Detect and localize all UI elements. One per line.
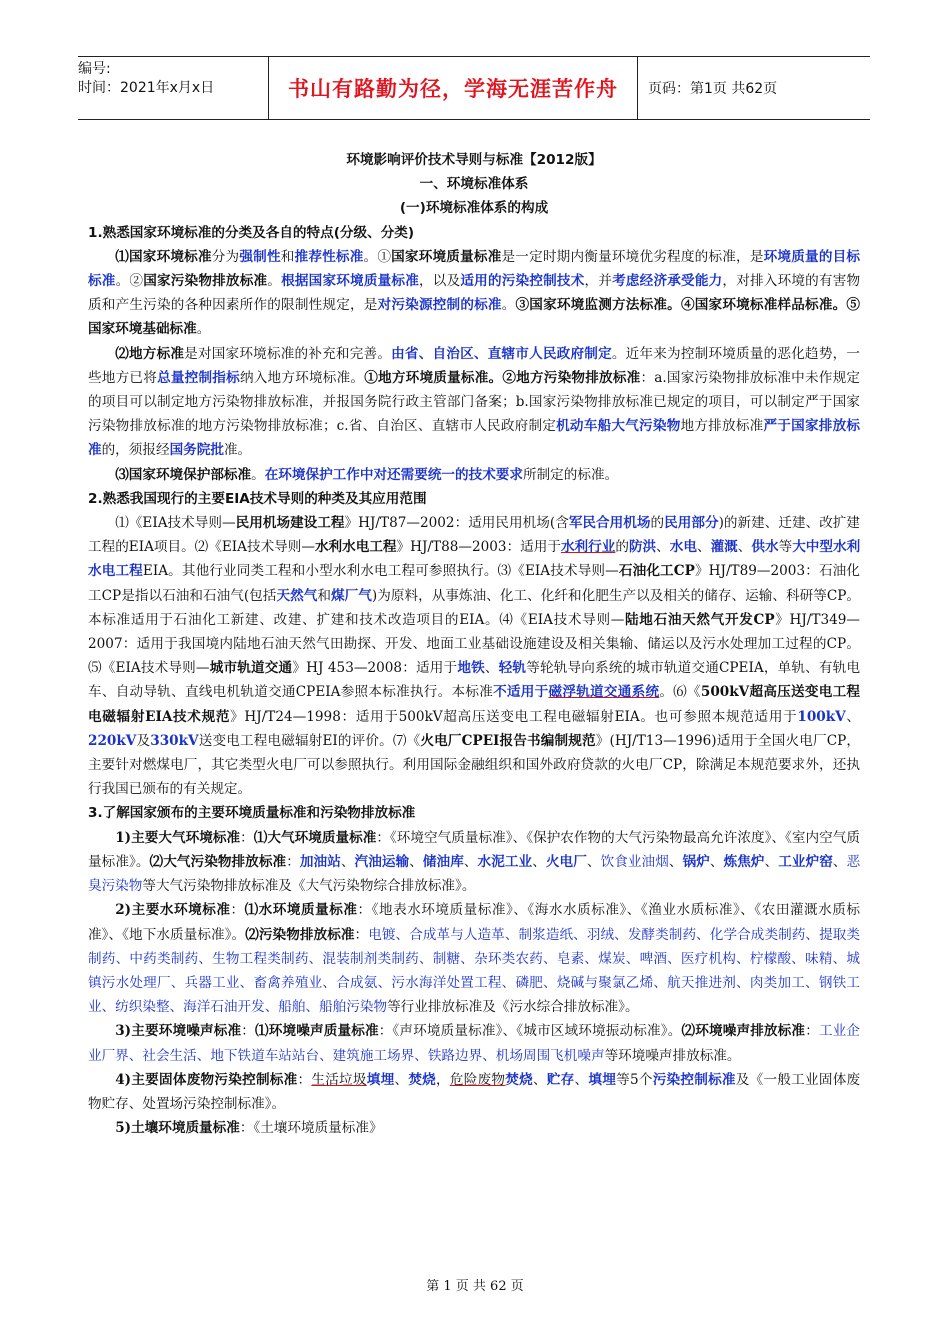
text-run: 国家污染物排放标准 <box>143 273 268 290</box>
header-meta <box>78 57 268 119</box>
text-run: )的新建、迁建、改扩建工程的EIA项目。⑵《EIA技术导则— <box>88 515 861 556</box>
text-run: 民用部分 <box>664 515 719 532</box>
header-page-info: 页码：第1页 共62页 <box>648 81 778 97</box>
code-label: 编号: <box>78 61 111 77</box>
page-footer: 第 1 页 共 62 页 <box>426 1279 524 1294</box>
text-run: 国务院批 <box>169 442 224 459</box>
text-run: 考虑经济承受能力 <box>612 273 723 290</box>
text-run: ⑴水环境质量标准 <box>244 902 358 919</box>
text-run: 。② <box>115 273 144 290</box>
text-run: 根据国家环境质量标准 <box>281 273 419 290</box>
text-run: 和 <box>317 587 331 604</box>
text-run: 、 <box>409 853 423 870</box>
text-run: 天然气 <box>276 587 318 604</box>
text-run: 的 <box>615 539 629 556</box>
text-run: ：《声环境质量标准》、《城市区域环境振动标准》。 <box>378 1023 682 1040</box>
text-run: 、 <box>696 539 711 556</box>
text-run: 焚烧 <box>505 1071 533 1088</box>
text-run: 危险废物 <box>449 1071 506 1088</box>
text-run: 、 <box>532 1071 547 1088</box>
text-run: ，并 <box>584 273 613 290</box>
text-run: 火电厂 <box>545 853 587 870</box>
text-run: 储油库 <box>422 853 464 870</box>
text-run: 、 <box>656 539 670 556</box>
text-run: 推荐性标准 <box>294 248 364 265</box>
text-run: ： <box>241 1023 255 1040</box>
paragraph <box>88 342 860 463</box>
text-run: 》(HJ/T13—1996)适用于全国火电厂CP，主要针对燃煤电厂，其它类型火电厂可以参照执行。利用国际金融组织和国外政府贷款的火电厂CP，除满足本规范要求外，还执行我国已颁布的有关规定。 <box>88 732 861 798</box>
text-run: ： <box>805 1023 819 1040</box>
text-run: 及 <box>136 732 151 749</box>
text-run: 等行业排放标准及《污水综合排放标准》。 <box>387 999 639 1016</box>
paragraph <box>88 898 860 1019</box>
text-run: 。⑹《 <box>659 684 701 701</box>
text-run: 》HJ/T349—2007：适用于我国境内陆地石油天然气田勘探、开发、地面工业基础设施建设及相关集输、储运以及污水处理加工过程的CP。⑸《EIA技术导则— <box>88 611 860 677</box>
text-run: 等 <box>778 539 793 556</box>
text-run: ： <box>230 902 245 919</box>
text-run: 锅炉 <box>682 853 710 870</box>
text-run: ： <box>286 853 300 870</box>
text-run: 、 <box>574 1071 589 1088</box>
text-run: 国家环境质量标准 <box>391 248 502 265</box>
text-run: 炼焦炉 <box>723 853 765 870</box>
text-run: 饮食业油烟 <box>600 853 669 870</box>
text-run: 煤厂气 <box>330 587 372 604</box>
text-run: 》HJ/T87—2002：适用民用机场(含 <box>344 515 569 532</box>
heading-3: 3.了解国家颁布的主要环境质量标准和污染物排放标准 <box>88 805 416 822</box>
text-run: 水利行业 <box>560 539 616 556</box>
text-run: 电镀、合成革与人造革、制浆造纸、羽绒、发酵类制药、化学合成类制药、提取类制药、中药类制药、生物工程类制药、混装制剂类制药、制糖、杂环类农药、皂素、煤炭、啤酒、医疗机构、柠檬酸、味精、城镇污水处理厂、兵器工业、畜禽养殖业、合成氨、污水海洋处置工程、磷肥、烧碱与聚氯乙烯、航天推进剂、肉类加工、钢铁工业、纺织染整、海洋石油开发、船舶、船舶污染物 <box>88 926 861 1016</box>
text-run: 水利水电工程 <box>314 539 397 556</box>
text-run: 、 <box>709 853 724 870</box>
text-run: 等环境噪声排放标准。 <box>604 1047 741 1064</box>
text-run: ： <box>297 1071 312 1088</box>
header-motto: 书山有路勤为径，学海无涯苦作舟 <box>268 57 638 119</box>
text-run: 水电 <box>669 539 697 556</box>
text-run: 220kV <box>88 732 137 749</box>
text-run: 防洪 <box>628 539 657 556</box>
text-run: 机动车船大气污染物 <box>556 418 681 435</box>
paragraph <box>88 1068 860 1116</box>
text-run: 2)主要水环境标准 <box>115 902 231 919</box>
text-run: 石油化工CP <box>618 563 695 580</box>
text-run: ： <box>240 829 254 846</box>
text-run: 灌溉 <box>710 539 738 556</box>
text-run: 。① <box>363 248 392 265</box>
text-run: 》HJ/T88—2003：适用于 <box>396 539 561 556</box>
text-run: ， <box>436 1071 450 1088</box>
text-run: 强制性 <box>239 248 281 265</box>
text-run: 不适用于 <box>493 684 549 701</box>
text-run: 严于国家排放标准 <box>88 418 861 459</box>
text-run: ，以及 <box>419 273 461 290</box>
text-run: 所制定的标准。 <box>523 466 619 483</box>
text-run: 供水 <box>751 539 779 556</box>
page-header <box>78 56 870 120</box>
text-run: ⑶国家环境保护部标准 <box>115 466 252 483</box>
text-run: 生活垃圾 <box>311 1071 367 1088</box>
text-run: 由省、自治区、直辖市人民政府制定 <box>391 345 612 362</box>
text-run: 330kV <box>150 732 199 749</box>
text-run: ⑵大气污染物排放标准 <box>149 853 287 870</box>
text-run: 污染控制标准 <box>652 1071 736 1088</box>
text-run: ：《地表水环境质量标准》、《海水水质标准》、《渔业水质标准》、《农田灌溉水质标准》、《地下水质量标准》。 <box>88 902 861 943</box>
text-run: 、 <box>340 853 355 870</box>
paragraph <box>88 1116 860 1140</box>
section-heading: 一、环境标准体系 <box>419 176 529 193</box>
text-run: 、 <box>737 539 752 556</box>
text-run: 的，须报经 <box>101 442 170 459</box>
text-run: 工业炉窑 <box>778 853 833 870</box>
text-run: 填埋 <box>588 1071 617 1088</box>
text-run: 100kV <box>797 708 846 725</box>
paragraph <box>88 463 860 487</box>
text-run: 。 <box>251 466 265 483</box>
text-run: 等轮轨导向系统的城市轨道交通CPEIA，单轨、有轨电车、自动导轨、直线电机轨道交通CPEIA参照本标准执行。本标准 <box>88 660 861 701</box>
text-run: 、 <box>394 1071 409 1088</box>
text-run: 民用机场建设工程 <box>235 515 345 532</box>
text-run: 、 <box>845 708 861 725</box>
text-run: 对污染源控制的标准 <box>377 297 502 314</box>
text-run: 适用的污染控制技术 <box>460 273 585 290</box>
text-run: 磁浮轨道交通系统 <box>548 684 660 701</box>
paragraph <box>88 511 860 801</box>
text-run: 。 <box>501 297 516 314</box>
text-run: 送变电工程电磁辐射EI的评价。⑺《 <box>198 732 421 749</box>
text-run: ⑵污染物排放标准 <box>245 926 355 943</box>
text-run: 陆地石油天然气开发CP <box>624 611 775 628</box>
heading-1: 1.熟悉国家环境标准的分类及各自的特点(分级、分类) <box>88 224 415 241</box>
text-run: 火电厂CPEI报告书编制规范 <box>420 732 596 749</box>
text-run: 。 <box>267 273 282 290</box>
text-run: ⑴环境噪声质量标准 <box>254 1023 379 1040</box>
text-run: 、 <box>532 853 546 870</box>
text-run: 5)土壤环境质量标准 <box>115 1120 240 1137</box>
text-run: 》HJ 453—2008：适用于 <box>292 660 458 677</box>
text-run: 3)主要环境噪声标准 <box>115 1023 242 1040</box>
text-run: 准。 <box>223 442 252 459</box>
text-run: ：a.国家污染物排放标准中未作规定的项目可以制定地方污染物排放标准，并报国务院行政主管部门备案；b.国家污染物排放标准已规定的项目，可以制定严于国家污染物排放标准的地方污染物排放标准；c.省、自治区、直辖市人民政府制定 <box>88 369 861 435</box>
text-run: 1)主要大气环境标准 <box>115 829 241 846</box>
text-run: 分为 <box>211 248 240 265</box>
text-run: 500kV超高压送变电工程电磁辐射EIA技术规范 <box>88 684 861 725</box>
text-run: ⑵环境噪声排放标准 <box>681 1023 806 1040</box>
text-run: 城市轨道交通 <box>209 660 293 677</box>
text-run: 。近年来为控制环境质量的恶化趋势，一些地方已将 <box>88 345 861 386</box>
subsection-heading: (一)环境标准体系的构成 <box>399 200 549 217</box>
text-run: 大中型水利水电工程 <box>88 539 861 580</box>
text-run: 、 <box>832 853 847 870</box>
text-run: 、 <box>668 853 683 870</box>
text-run: ⑴大气环境质量标准 <box>253 829 377 846</box>
text-run: 工业企业厂界、社会生活、地下铁道车站站台、建筑施工场界、铁路边界、机场周围飞机噪声 <box>88 1023 861 1064</box>
text-run: 》HJ/T24—1998：适用于500kV超高压送变电工程电磁辐射EIA。也可参照本规范适用于 <box>230 708 798 725</box>
text-run: ⑵地方标准 <box>115 345 185 362</box>
text-run: EIA。其他行业同类工程和小型水利水电工程可参照执行。⑶《EIA技术导则— <box>142 563 619 580</box>
text-run: ，对排入环境的有害物质和产生污染的各种因素所作的限制性规定，是 <box>88 273 861 314</box>
text-run: 、 <box>463 853 478 870</box>
text-run: 、 <box>764 853 779 870</box>
text-run: 、 <box>586 853 601 870</box>
text-run: 汽油运输 <box>354 853 410 870</box>
heading-2: 2.熟悉我国现行的主要EIA技术导则的种类及其应用范围 <box>88 490 427 507</box>
text-run: 是一定时期内衡量环境优劣程度的标准，是 <box>501 248 764 265</box>
text-run: 等大气污染物排放标准及《大气污染物综合排放标准》。 <box>142 878 476 895</box>
text-run: 、 <box>484 660 499 677</box>
text-run: 地铁 <box>457 660 485 677</box>
text-run: 等5个 <box>616 1071 653 1088</box>
text-run: )为原料，从事炼油、化工、化纤和化肥生产以及相关的储存、运输、科研等CP。本标准适用于石油化工新建、改建、扩建和技术改造项目的EIA。⑷《EIA技术导则— <box>88 587 861 628</box>
text-run: 焚烧 <box>408 1071 437 1088</box>
text-run: 及《一般工业固体废物贮存、处置场污染控制标准》。 <box>88 1071 861 1112</box>
paragraph <box>88 1019 860 1067</box>
text-run: 轻轨 <box>498 660 527 677</box>
document-title: 环境影响评价技术导则与标准【2012版】 <box>346 152 602 168</box>
text-run: 的 <box>650 515 665 532</box>
text-run: 地方排放标准 <box>680 418 764 435</box>
text-run: 和 <box>280 248 295 265</box>
text-run: ⑴《EIA技术导则— <box>115 515 236 532</box>
text-run: 》HJ/T89—2003：石油化工CP是指以石油和石油气(包括 <box>88 563 861 604</box>
text-run: 环境质量的目标标准 <box>88 248 861 290</box>
text-run: 水泥工业 <box>477 853 533 870</box>
text-run: ①地方环境质量标准。②地方污染物排放标准 <box>364 369 641 386</box>
text-run: 在环境保护工作中对还需要统一的技术要求 <box>264 466 523 483</box>
text-run: ：《土壤环境质量标准》 <box>239 1120 383 1137</box>
text-run: ：《环境空气质量标准》、《保护农作物的大气污染物最高允许浓度》、《室内空气质量标准》。 <box>88 829 861 870</box>
text-run: ⑴国家环境标准 <box>115 248 212 265</box>
text-run: 是对国家环境标准的补充和完善。 <box>184 345 392 362</box>
paragraph <box>88 826 860 899</box>
text-run: 4)主要固体废物污染控制标准 <box>115 1071 298 1088</box>
text-run: 军民合用机场 <box>568 515 651 532</box>
time-label: 时间：2021年x月x日 <box>78 80 215 96</box>
text-run: 总量控制指标 <box>157 369 240 386</box>
text-run: 加油站 <box>299 853 341 870</box>
text-run: 纳入地方环境标准。 <box>239 369 365 386</box>
text-run: ： <box>354 926 369 943</box>
text-run: 。 <box>196 321 211 338</box>
document-body <box>88 148 860 1140</box>
paragraph <box>88 245 860 342</box>
text-run: 填埋 <box>366 1071 395 1088</box>
text-run: ③国家环境监测方法标准。④国家环境标准样品标准。⑤国家环境基础标准 <box>88 297 861 338</box>
text-run: 恶臭污染物 <box>88 853 861 895</box>
text-run: 贮存 <box>546 1071 575 1088</box>
